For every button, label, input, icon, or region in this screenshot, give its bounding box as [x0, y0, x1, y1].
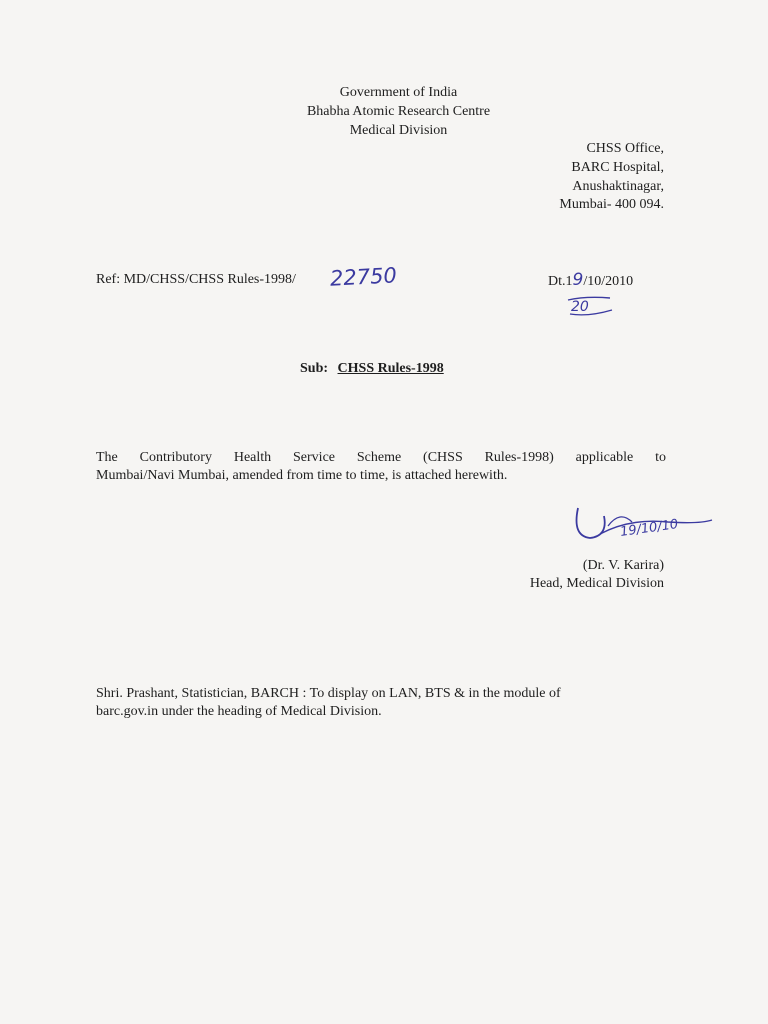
body-line-1-word: Rules-1998)	[484, 450, 554, 465]
header-line-3: Medical Division	[349, 123, 448, 138]
header-line-2: Bhabha Atomic Research Centre	[306, 104, 491, 119]
date-prefix: Dt.1	[548, 274, 573, 289]
address-line-4: Mumbai- 400 094.	[559, 197, 664, 212]
handwritten-signature-date: 19/10/10	[619, 517, 680, 540]
reference-label: Ref: MD/CHSS/CHSS Rules-1998/	[96, 272, 296, 287]
subject-title: CHSS Rules-1998	[337, 361, 444, 376]
date-rest: /10/2010	[583, 274, 634, 289]
body-line-1-word: applicable	[575, 450, 634, 465]
body-line-1-word: to	[655, 450, 666, 465]
address-line-1: CHSS Office,	[586, 141, 664, 156]
address-line-2: BARC Hospital,	[571, 160, 664, 175]
body-line-1-word: Service	[293, 450, 335, 465]
body-line-1	[96, 449, 666, 467]
handwritten-date-note: 20	[571, 299, 589, 315]
body-line-1-word: (CHSS	[423, 450, 463, 465]
signatory-name: (Dr. V. Karira)	[582, 558, 664, 573]
note-line-2: barc.gov.in under the heading of Medical Division.	[96, 704, 382, 719]
body-line-1-word: The	[96, 450, 118, 465]
body-line-1-word: Scheme	[356, 450, 402, 465]
note-line-1: Shri. Prashant, Statistician, BARCH : To display on LAN, BTS & in the module of	[96, 686, 561, 701]
handwritten-reference-number: 22750	[329, 263, 398, 291]
date-line	[548, 271, 633, 291]
handwritten-date-digit: 9	[572, 270, 584, 290]
subject-label: Sub:	[300, 361, 329, 376]
body-line-1-word: Health	[233, 450, 272, 465]
handwritten-underline-mark	[566, 294, 616, 318]
signatory-designation: Head, Medical Division	[529, 576, 664, 591]
body-line-1-word: Contributory	[139, 450, 212, 465]
body-line-1-words	[96, 449, 666, 467]
subject-line	[300, 360, 444, 378]
address-line-3: Anushaktinagar,	[572, 179, 664, 194]
header-line-1: Government of India	[339, 85, 458, 100]
body-line-2: Mumbai/Navi Mumbai, amended from time to time, is attached herewith.	[96, 468, 508, 483]
